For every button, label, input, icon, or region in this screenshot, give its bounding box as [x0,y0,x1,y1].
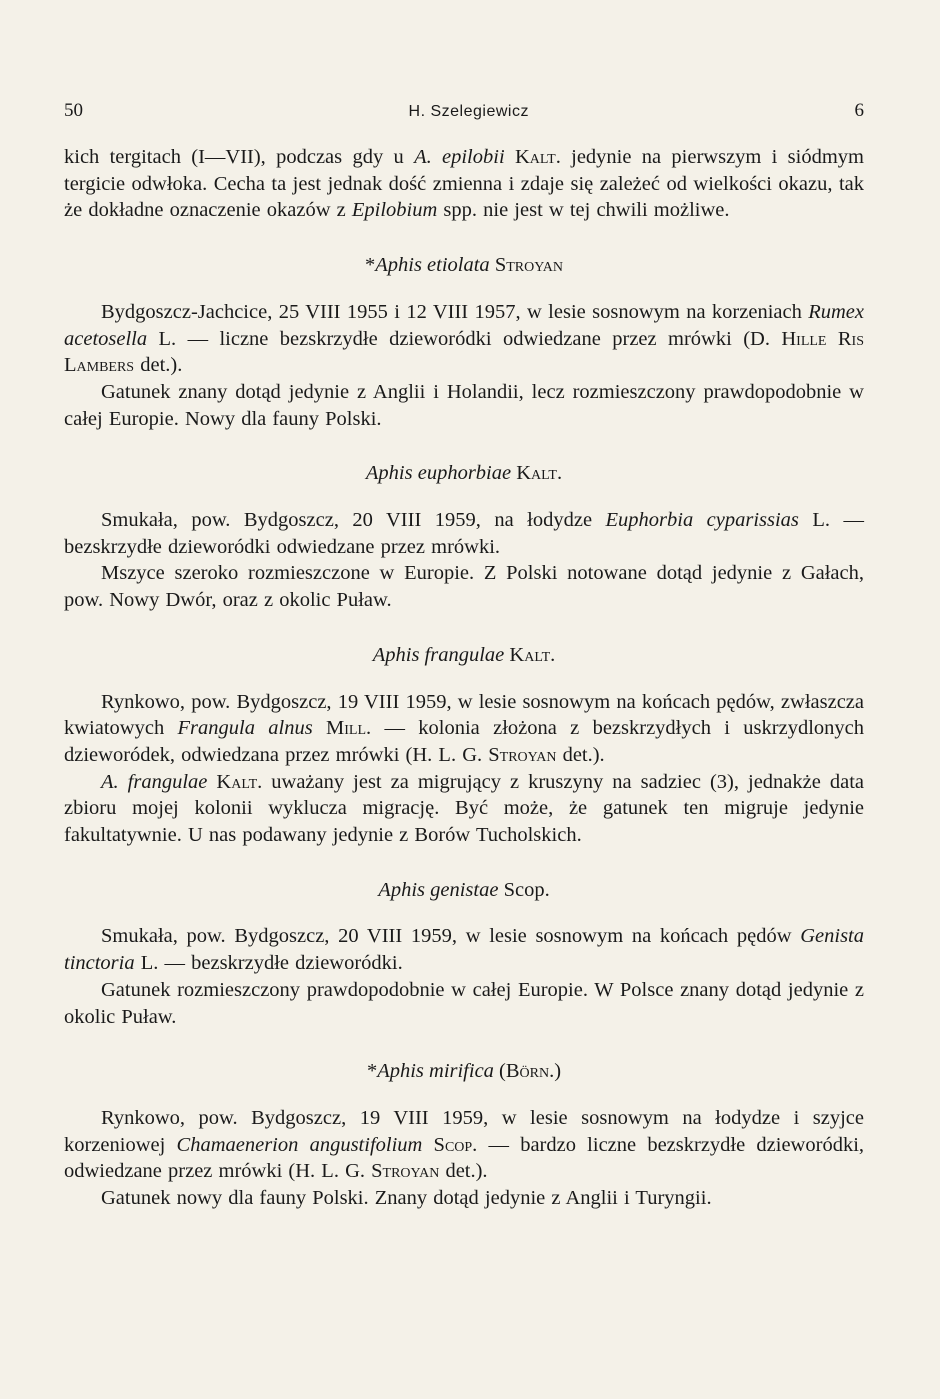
s5-note-paragraph: Gatunek nowy dla fauny Polski. Znany dotąd jedynie z Anglii i Turyngii. [101,1187,712,1210]
s3-record-paragraph: Rynkowo, pow. Bydgoszcz, 19 VIII 1959, w lesie sosnowym na końcach pędów, zwłaszcza kwiatowych Frangula alnus Mill. — kolonia złożona z bezskrzydłych i uskrzydlonych dzieworódek, odwiedzana przez mrówki (H. L. G. Stroyan det.). [64,690,864,766]
species-heading-aphis-mirifica: *Aphis mirifica (Börn.) [366,1060,562,1083]
running-head-author: H. Szelegiewicz [408,103,529,120]
s4-record-paragraph: Smukała, pow. Bydgoszcz, 20 VIII 1959, w lesie sosnowym na końcach pędów Genista tinctoria L. — bezskrzydłe dzieworódki. [64,925,864,975]
s5-record-paragraph: Rynkowo, pow. Bydgoszcz, 19 VIII 1959, w lesie sosnowym na łodydze i szyjce korzeniowej Chamaenerion angustifolium Scop. — bardzo liczne bezskrzydłe dzieworódki, odwiedzane przez mrówki (H. L. G. Stroyan det.). [64,1106,865,1183]
species-heading-aphis-euphorbiae: Aphis euphorbiae Kalt. [365,462,563,485]
species-heading-aphis-frangulae: Aphis frangulae Kalt. [372,643,556,666]
species-heading-aphis-genistae: Aphis genistae Scop. [378,878,550,901]
running-head [64,100,864,122]
s3-note-paragraph: A. frangulae Kalt. uważany jest za migrujący z kruszyny na sadziec (3), jednakże data zbioru mojej kolonii wyklucza migrację. Być może, że gatunek ten migruje jedynie fakultatywnie. U nas podawany jedynie z Borów Tucholskich. [64,770,864,847]
section-number: 6 [854,100,864,121]
s4-note-paragraph: Gatunek rozmieszczony prawdopodobnie w całej Europie. W Polsce znany dotąd jedynie z okolic Puław. [64,978,864,1028]
s2-note-paragraph: Mszyce szeroko rozmieszczone w Europie. Z Polski notowane dotąd jedynie z Gałach, pow. Nowy Dwór, oraz z okolic Puław. [64,562,864,612]
species-heading-aphis-etiolata: *Aphis etiolata Stroyan [364,254,563,277]
document-page [64,100,864,1212]
intro-paragraph: kich tergitach (I—VII), podczas gdy u A. epilobii Kalt. jedynie na pierwszym i siódmym tergicie odwłoka. Cecha ta jest jednak dość zmienna i zdaje się zależeć od wielkości okazu, tak że dokładne oznaczenie okazów z Epilobium spp. nie jest w tej chwili możliwe. [64,146,865,222]
s2-record-paragraph: Smukała, pow. Bydgoszcz, 20 VIII 1959, na łodydze Euphorbia cyparissias L. — bezskrzydłe dzieworódki odwiedzane przez mrówki. [64,509,864,558]
s1-note-paragraph: Gatunek znany dotąd jedynie z Anglii i Holandii, lecz rozmieszczony prawdopodobnie w całej Europie. Nowy dla fauny Polski. [64,380,864,430]
s1-record-paragraph: Bydgoszcz-Jachcice, 25 VIII 1955 i 12 VIII 1957, w lesie sosnowym na korzeniach Rumex acetosella L. — liczne bezskrzydłe dzieworódki odwiedzane przez mrówki (D. Hille Ris Lambers det.). [64,300,865,377]
page-number: 50 [64,100,83,121]
